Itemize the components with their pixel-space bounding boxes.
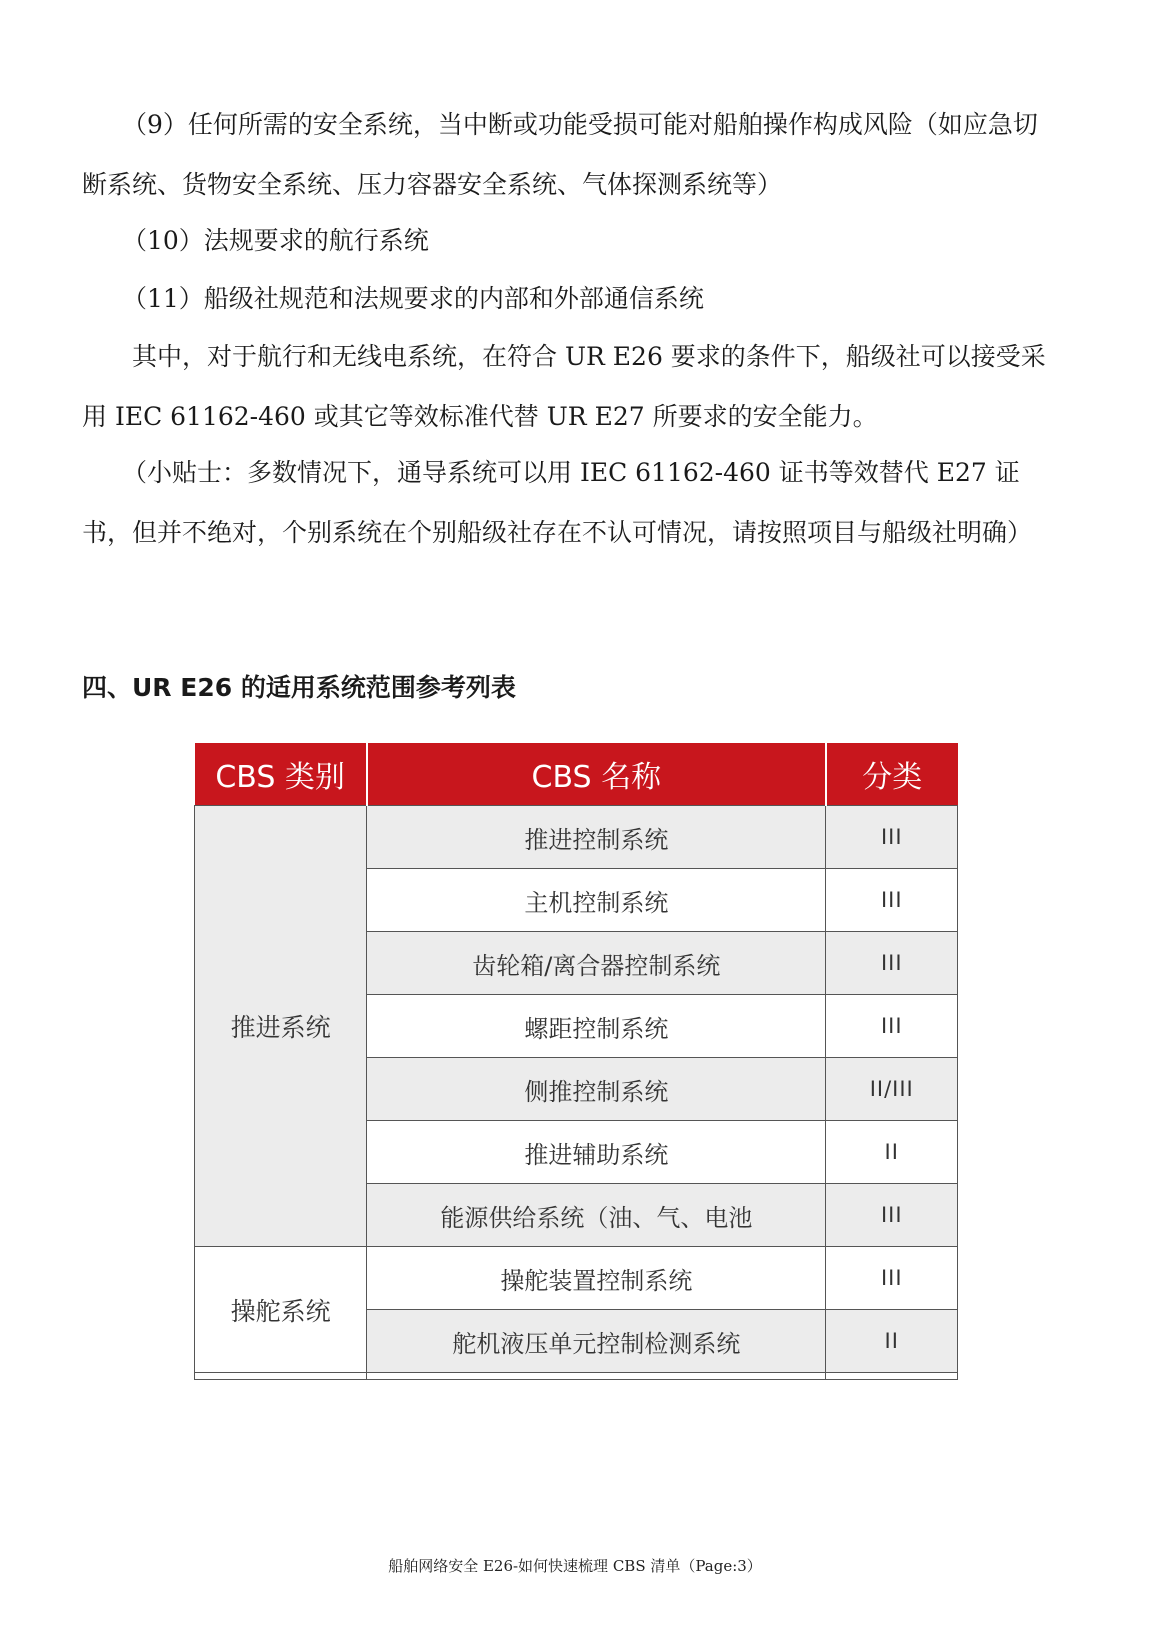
paragraph-radio-note: 其中，对于航行和无线电系统，在符合 UR E26 要求的条件下，船级社可以接受采用 IEC 61162-460 或其它等效标准代替 UR E27 所要求的安全能力。 — [82, 342, 1046, 431]
class-cell: III — [826, 932, 958, 995]
cbs-name-cell: 齿轮箱/离合器控制系统 — [367, 932, 826, 995]
class-cell: II — [826, 1121, 958, 1184]
class-cell: III — [826, 995, 958, 1058]
class-cell: II/III — [826, 1058, 958, 1121]
category-cell: 操舵系统 — [195, 1247, 367, 1373]
cut-off-cell — [195, 1373, 367, 1380]
cbs-name-cell: 舵机液压单元控制检测系统 — [367, 1310, 826, 1373]
cbs-name-cell: 螺距控制系统 — [367, 995, 826, 1058]
table-row — [195, 806, 958, 869]
paragraph-item-10: （10）法规要求的航行系统 — [122, 226, 429, 255]
cbs-name-cell: 主机控制系统 — [367, 869, 826, 932]
table-header-row — [195, 743, 958, 806]
category-cell: 推进系统 — [195, 806, 367, 1247]
paragraph-tip: （小贴士：多数情况下，通导系统可以用 IEC 61162-460 证书等效替代 E27 证书，但并不绝对，个别系统在个别船级社存在不认可情况，请按照项目与船级社明确） — [82, 458, 1033, 547]
paragraph-item-11: （11）船级社规范和法规要求的内部和外部通信系统 — [122, 284, 704, 313]
class-cell: III — [826, 1184, 958, 1247]
table-row-cut-off — [195, 1373, 958, 1380]
cbs-name-cell: 能源供给系统（油、气、电池 — [367, 1184, 826, 1247]
table-row — [195, 1247, 958, 1310]
cbs-name-cell: 推进控制系统 — [367, 806, 826, 869]
page-footer: 船舶网络安全 E26-如何快速梳理 CBS 清单（Page:3） — [388, 1557, 762, 1575]
class-cell: III — [826, 1247, 958, 1310]
header-cbs-category: CBS 类别 — [195, 743, 367, 806]
cbs-name-cell: 操舵装置控制系统 — [367, 1247, 826, 1310]
cut-off-cell — [826, 1373, 958, 1380]
cbs-name-cell: 推进辅助系统 — [367, 1121, 826, 1184]
cbs-table — [194, 743, 958, 1380]
header-cbs-name: CBS 名称 — [367, 743, 826, 806]
class-cell: III — [826, 869, 958, 932]
cbs-name-cell: 侧推控制系统 — [367, 1058, 826, 1121]
class-cell: II — [826, 1310, 958, 1373]
paragraph-item-9: （9）任何所需的安全系统，当中断或功能受损可能对船舶操作构成风险（如应急切断系统、货物安全系统、压力容器安全系统、气体探测系统等） — [82, 110, 1038, 199]
section-heading: 四、UR E26 的适用系统范围参考列表 — [82, 673, 516, 702]
header-classification: 分类 — [826, 743, 958, 806]
cut-off-cell — [367, 1373, 826, 1380]
class-cell: III — [826, 806, 958, 869]
